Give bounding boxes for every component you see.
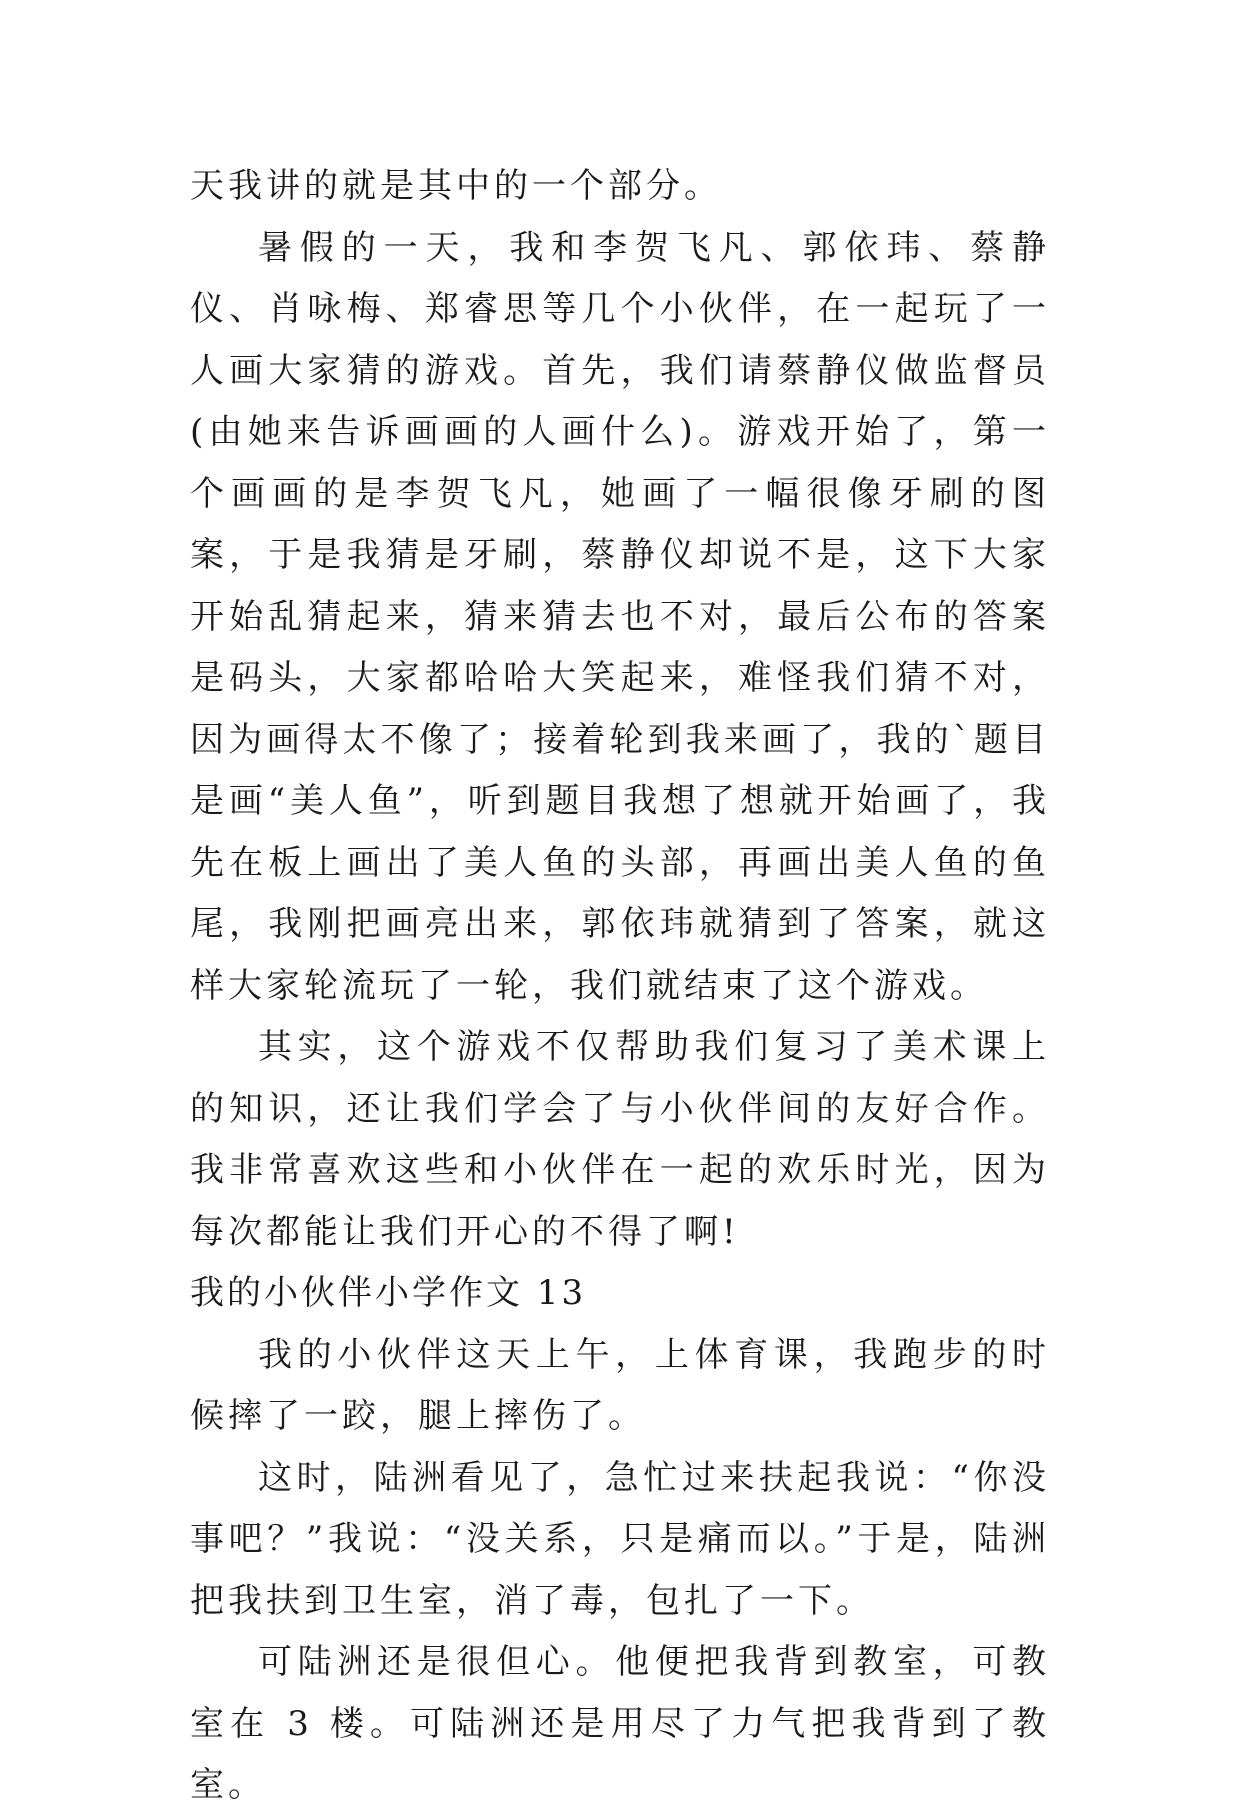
document-body	[190, 156, 1050, 1817]
paragraph-help: 这时，陆洲看见了，急忙过来扶起我说：“你没事吧？”我说：“没关系，只是痛而以。”于是，陆洲把我扶到卫生室，消了毒，包扎了一下。	[190, 1457, 1050, 1621]
paragraph-continuation: 天我讲的就是其中的一个部分。	[190, 166, 722, 206]
paragraph-carry: 可陆洲还是很但心。他便把我背到教室，可教室在 3 楼。可陆洲还是用尽了力气把我背到了教室。	[190, 1642, 1050, 1805]
section-heading: 我的小伙伴小学作文 13	[190, 1273, 587, 1313]
paragraph-injury: 我的小伙伴这天上午，上体育课，我跑步的时候摔了一跤，腿上摔伤了。	[190, 1334, 1050, 1436]
paragraph-game-story: 暑假的一天，我和李贺飞凡、郭依玮、蔡静仪、肖咏梅、郑睿思等几个小伙伴，在一起玩了一人画大家猜的游戏。首先，我们请蔡静仪做监督员(由她来告诉画画的人画什么)。游戏开始了，第一个画画的是李贺飞凡，她画了一幅很像牙刷的图案，于是我猜是牙刷，蔡静仪却说不是，这下大家开始乱猜起来，猜来猜去也不对，最后公布的答案是码头，大家都哈哈大笑起来，难怪我们猜不对，因为画得太不像了；接着轮到我来画了，我的`题目是画“美人鱼”，听到题目我想了想就开始画了，我先在板上画出了美人鱼的头部，再画出美人鱼的鱼尾，我刚把画亮出来，郭依玮就猜到了答案，就这样大家轮流玩了一轮，我们就结束了这个游戏。	[190, 227, 1050, 1006]
paragraph-conclusion: 其实，这个游戏不仅帮助我们复习了美术课上的知识，还让我们学会了与小伙伴间的友好合作。我非常喜欢这些和小伙伴在一起的欢乐时光，因为每次都能让我们开心的不得了啊!	[190, 1027, 1050, 1252]
